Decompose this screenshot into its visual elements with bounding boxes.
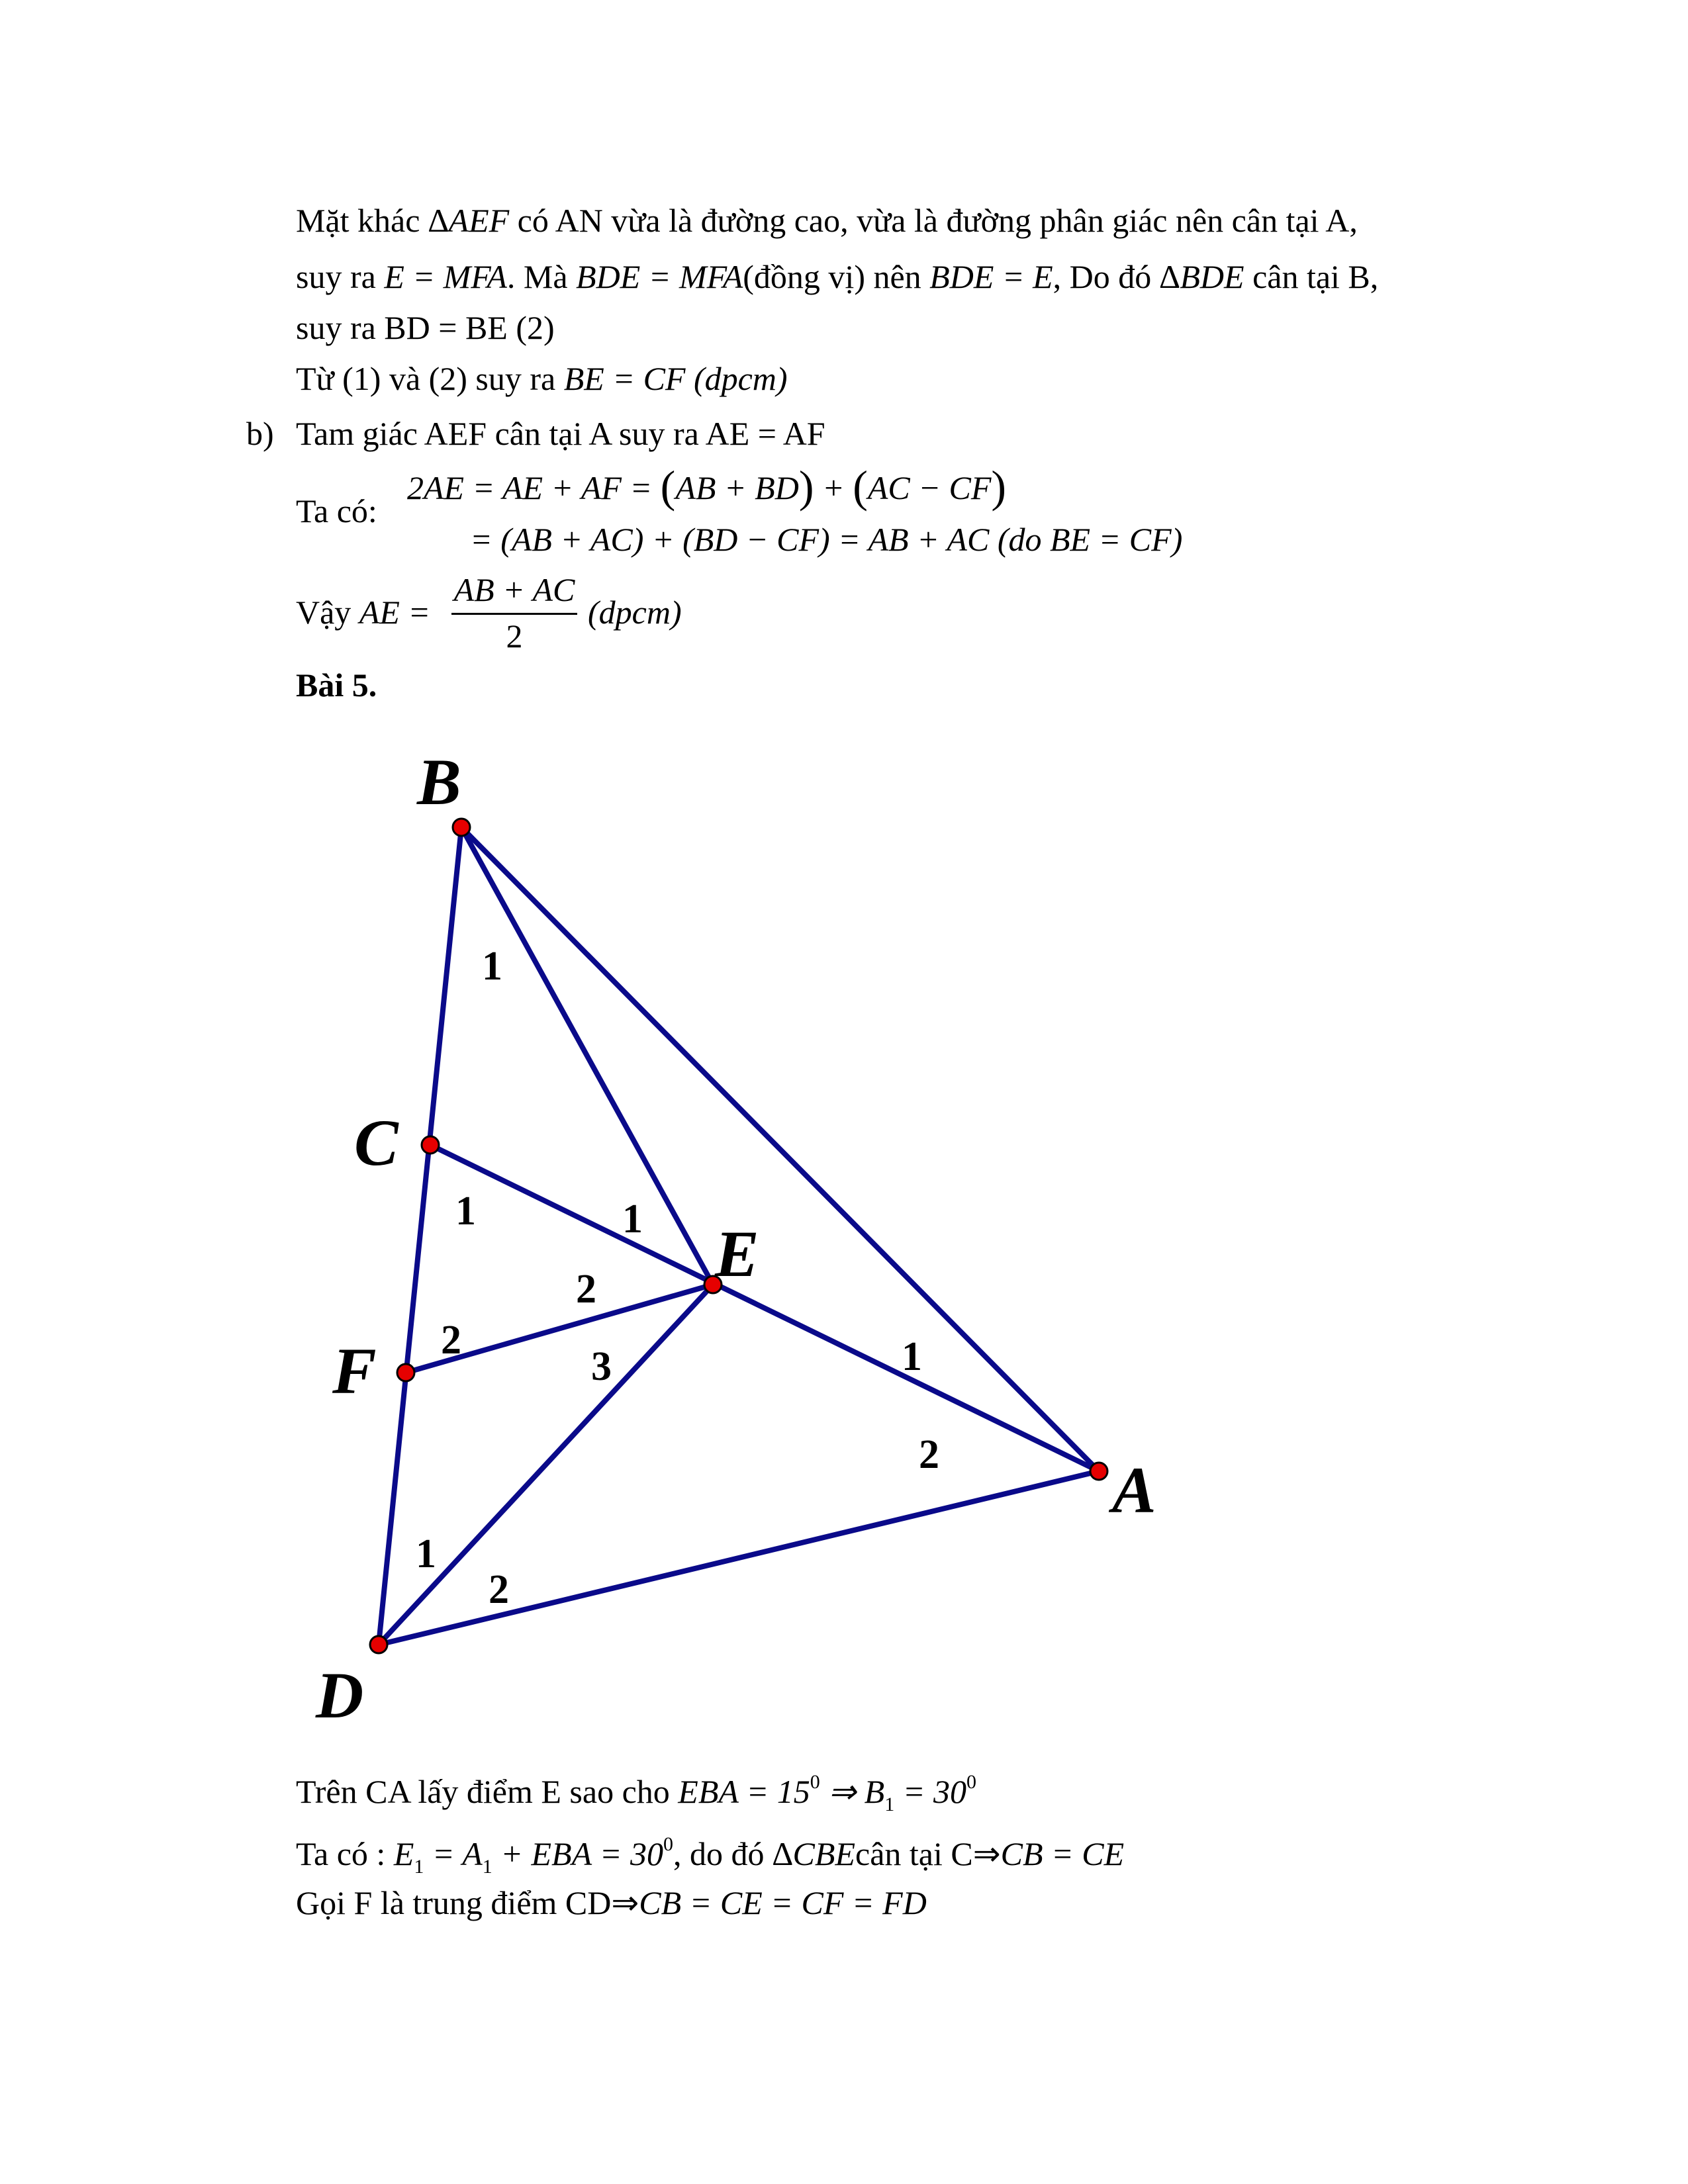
text-line: Ta có:	[296, 492, 377, 529]
angle-label-d1: 1	[416, 1531, 436, 1576]
point-B	[453, 819, 470, 836]
math-arrow: ⇒	[972, 1835, 1001, 1872]
angle-label-e1: 1	[622, 1197, 643, 1242]
text-line: suy ra BD = BE (2)	[296, 309, 555, 346]
text-line: Tam giác AEF cân tại A suy ra AE = AF	[296, 415, 825, 452]
math-expr: A	[462, 1835, 483, 1872]
segment-BD	[379, 827, 461, 1645]
angle-label-a2: 2	[919, 1432, 939, 1477]
point-D	[370, 1636, 387, 1653]
math-equation: = (AB + AC) + (BD − CF) = AB + AC (do BE = CF)	[470, 521, 1183, 558]
segment-CA	[430, 1145, 1099, 1471]
angle-label-e2: 2	[576, 1267, 596, 1312]
math-triangle: ∆BDE	[1159, 258, 1244, 295]
text: cân tại C	[855, 1835, 973, 1872]
point-F	[397, 1364, 414, 1381]
math-sup: 0	[810, 1771, 820, 1793]
math-sub: 1	[482, 1856, 492, 1878]
math-expr: BDE = MFA	[576, 258, 743, 295]
math-sub: 1	[414, 1856, 424, 1878]
math-expr: +	[814, 469, 853, 506]
text: , do đó	[673, 1835, 773, 1872]
math-expr: 2AE = AE + AF =	[407, 469, 661, 506]
math-expr: BE = CF (dpcm)	[563, 360, 788, 397]
math-sup: 0	[966, 1771, 976, 1793]
math-expr: B	[864, 1773, 885, 1810]
paren: )	[991, 461, 1007, 512]
section-title: Bài 5.	[296, 666, 377, 704]
math-expr: = 30	[894, 1773, 966, 1810]
math-sup: 0	[663, 1833, 673, 1855]
text: , Do đó	[1053, 258, 1160, 295]
text: Vậy	[296, 594, 359, 631]
text: Ta có :	[296, 1835, 394, 1872]
angle-label-a1: 1	[902, 1334, 922, 1379]
angle-label-c1: 1	[455, 1189, 476, 1234]
label-F: F	[332, 1334, 377, 1408]
fraction-numerator: AB + AC	[453, 571, 575, 608]
math-expr: AB + BD	[675, 469, 799, 506]
text-line	[296, 1825, 1124, 1887]
angle-label-e3: 3	[591, 1344, 612, 1389]
angle-label-d2: 2	[489, 1567, 509, 1612]
text: (đồng vị) nên	[743, 258, 930, 295]
math-expr: CB = CE	[1000, 1835, 1125, 1872]
math-expr: CB = CE = CF = FD	[639, 1884, 927, 1921]
math-expr: EBA	[678, 1773, 739, 1810]
math-expr: E	[393, 1835, 414, 1872]
math-expr: AC − CF	[867, 469, 992, 506]
text: suy ra	[296, 258, 385, 295]
point-C	[422, 1136, 439, 1154]
label-C: C	[354, 1106, 399, 1179]
math-triangle: ∆CBE	[772, 1835, 855, 1872]
math-triangle: ∆AEF	[428, 202, 510, 239]
label-B: B	[417, 745, 461, 819]
text: . Mà	[506, 258, 577, 295]
math-expr: AE =	[359, 594, 431, 631]
math-expr: = 15	[738, 1773, 810, 1810]
text: Mặt khác	[296, 202, 428, 239]
segment-BA	[461, 827, 1099, 1471]
label-E: E	[715, 1217, 759, 1291]
math-arrow: ⇒	[611, 1884, 639, 1921]
math-expr: ⇒	[820, 1773, 865, 1810]
list-label: b)	[246, 415, 274, 452]
paren: )	[798, 461, 814, 512]
math-expr: =	[424, 1835, 463, 1872]
segment-BE	[461, 827, 713, 1285]
math-expr: (dpcm)	[588, 594, 682, 631]
fraction-denominator: 2	[506, 617, 523, 655]
text: Từ (1) và (2) suy ra	[296, 360, 564, 397]
math-expr: BDE = E	[929, 258, 1053, 295]
text-line	[296, 1883, 927, 1923]
angle-label-b1: 1	[482, 944, 502, 989]
text: Trên CA lấy điểm E sao cho	[296, 1773, 679, 1810]
point-A	[1090, 1463, 1107, 1480]
paren: (	[853, 461, 868, 512]
segment-DA	[379, 1471, 1099, 1645]
label-D: D	[316, 1659, 364, 1732]
text: Gọi F là trung điểm CD	[296, 1884, 612, 1921]
text: có AN vừa là đường cao, vừa là đường phân giác nên cân tại A,	[509, 202, 1358, 239]
segment-DE	[379, 1285, 713, 1645]
label-A: A	[1112, 1453, 1156, 1527]
math-expr: E = MFA	[384, 258, 507, 295]
math-sub: 1	[884, 1794, 895, 1815]
angle-label-f2: 2	[441, 1318, 461, 1363]
paren: (	[660, 461, 676, 512]
text: cân tại B,	[1244, 258, 1379, 295]
math-expr: + EBA = 30	[492, 1835, 663, 1872]
text-line	[296, 1762, 976, 1825]
